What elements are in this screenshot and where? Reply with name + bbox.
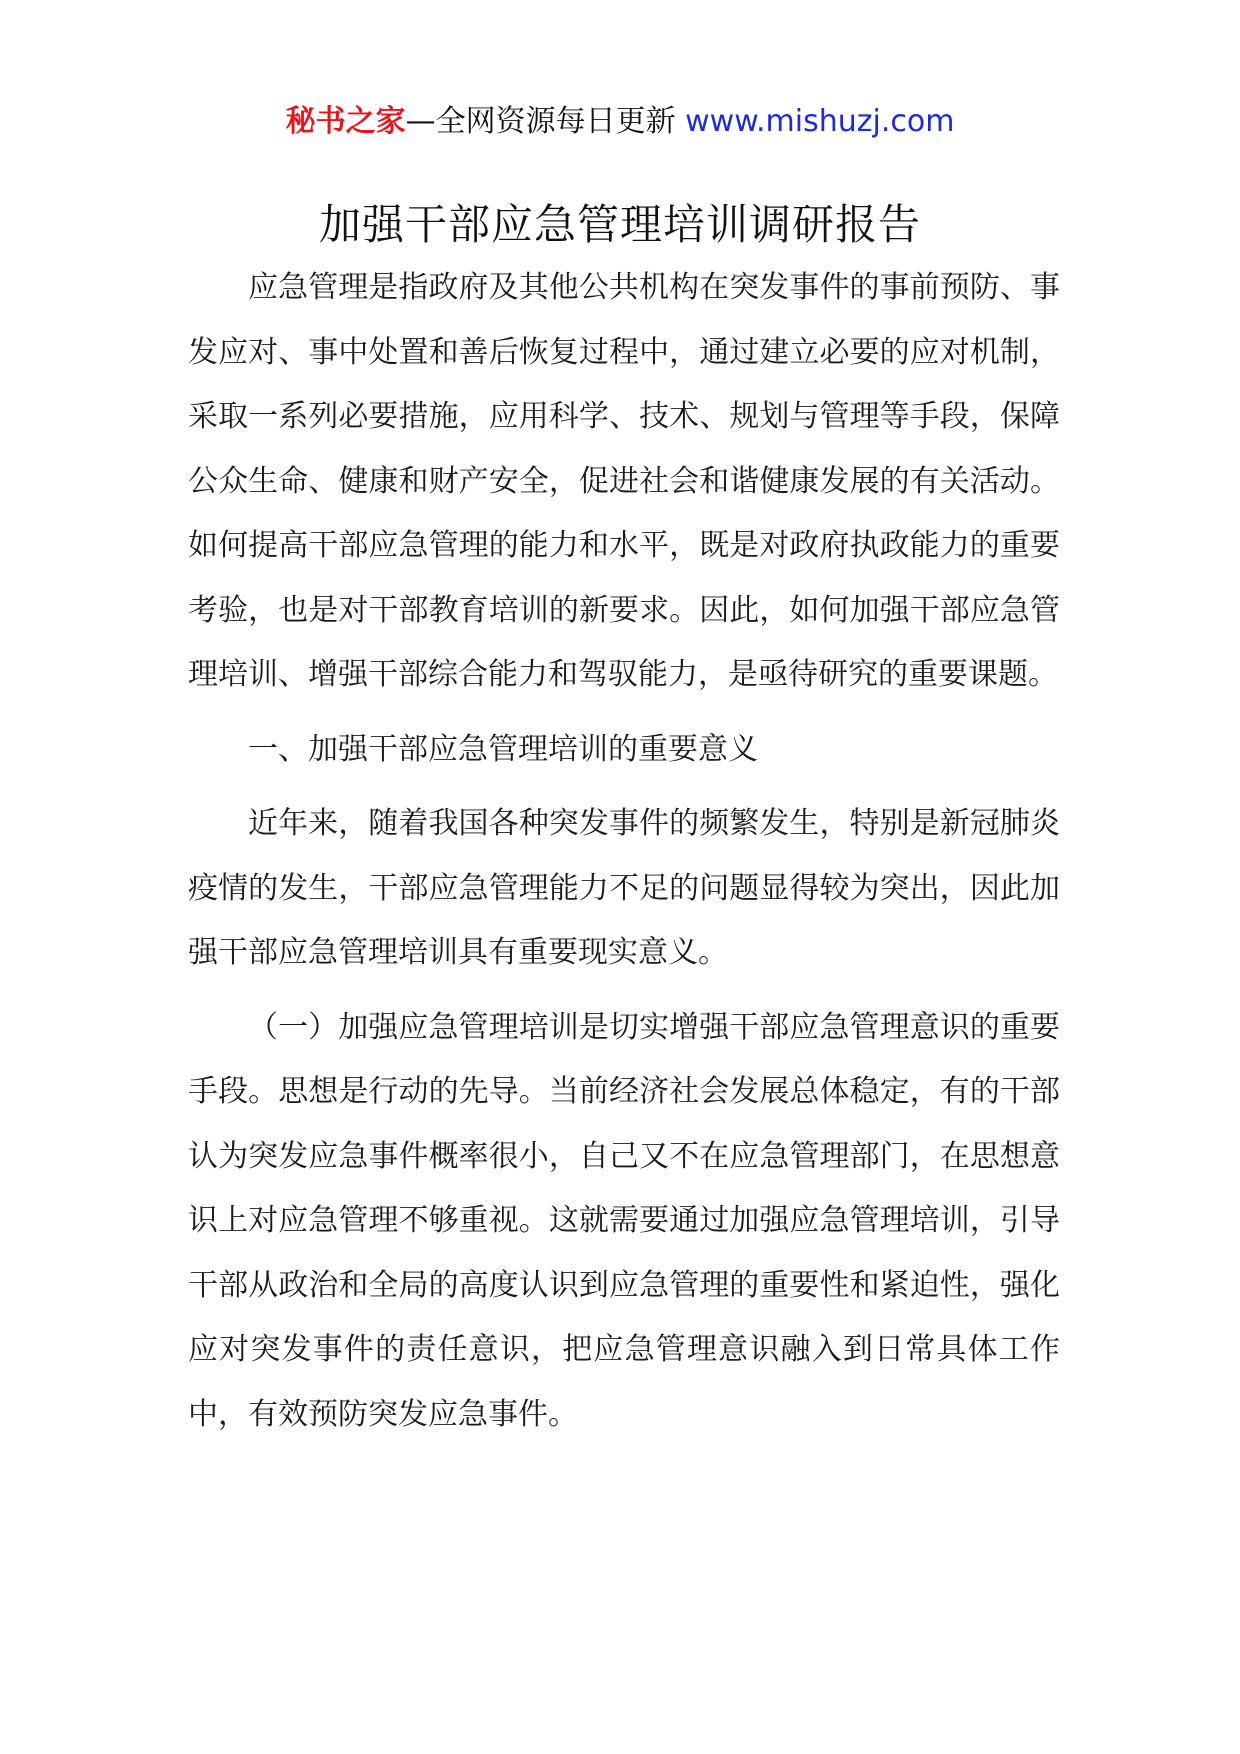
site-slogan: —全网资源每日更新 [405, 104, 686, 139]
subsection-paragraph: （一）加强应急管理培训是切实增强干部应急管理意识的重要手段。思想是行动的先导。当前经济社会发展总体稳定，有的干部认为突发应急事件概率很小，自己又不在应急管理部门，在思想意识上对应急管理不够重视。这就需要通过加强应急管理培训，引导干部从政治和全局的高度认识到应急管理的重要性和紧迫性，强化应对突发事件的责任意识，把应急管理意识融入到日常具体工作中，有效预防突发应急事件。 [188, 1009, 1060, 1432]
section-paragraph: 近年来，随着我国各种突发事件的频繁发生，特别是新冠肺炎疫情的发生，干部应急管理能力不足的问题显得较为突出，因此加强干部应急管理培训具有重要现实意义。 [188, 806, 1060, 970]
section-heading: 一、加强干部应急管理培训的重要意义 [248, 731, 758, 767]
paragraph-gap [188, 986, 1060, 996]
site-header [0, 100, 1240, 144]
site-url-link[interactable]: www.mishuzj.com [685, 104, 955, 139]
site-brand: 秘书之家 [285, 104, 406, 139]
intro-paragraph: 应急管理是指政府及其他公共机构在突发事件的事前预防、事发应对、事中处置和善后恢复过程中，通过建立必要的应对机制，采取一系列必要措施，应用科学、技术、规划与管理等手段，保障公众生命、健康和财产安全，促进社会和谐健康发展的有关活动。如何提高干部应急管理的能力和水平，既是对政府执政能力的重要考验，也是对干部教育培训的新要求。因此，如何加强干部应急管理培训、增强干部综合能力和驾驭能力，是亟待研究的重要课题。 [188, 270, 1060, 692]
paragraph-gap [188, 782, 1060, 792]
document-body [188, 256, 1060, 1447]
document-title: 加强干部应急管理培训调研报告 [318, 200, 921, 249]
paragraph-gap [188, 708, 1060, 718]
